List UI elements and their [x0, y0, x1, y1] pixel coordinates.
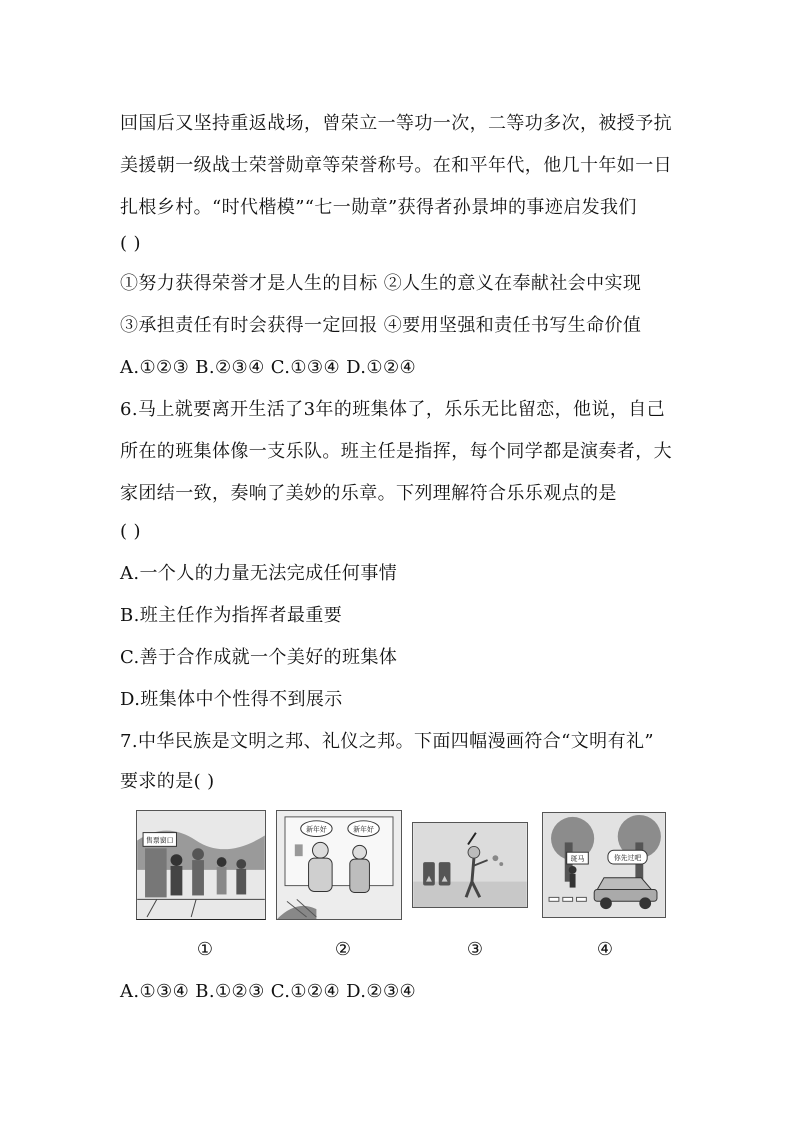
comic-3 [412, 822, 528, 908]
comic-3-illustration [413, 823, 527, 907]
q5-statements-2: ③承担责任有时会获得一定回报 ④要用坚强和责任书写生命价值 [120, 315, 642, 336]
comic-label-2: ② [334, 939, 352, 960]
q6-stem-3: 家团结一致，奏响了美妙的乐章。下列理解符合乐乐观点的是 [120, 483, 617, 504]
text-line-1: 回国后又坚持重返战场，曾荣立一等功一次，二等功多次，被授予抗 [120, 113, 672, 134]
q7-stem-1: 7.中华民族是文明之邦、礼仪之邦。下面四幅漫画符合“文明有礼” [120, 731, 654, 752]
q7-options: A.①③④ B.①②③ C.①②④ D.②③④ [120, 981, 417, 1002]
comic-strip [136, 810, 670, 920]
q6-stem-1: 6.马上就要离开生活了3年的班集体了，乐乐无比留恋，他说，自己 [120, 399, 666, 420]
q7-stem-2: 要求的是( ) [120, 771, 215, 792]
comic-4 [542, 812, 666, 918]
comic-4-bubble: 你先过吧 [613, 854, 642, 863]
comic-label-3: ③ [466, 939, 484, 960]
comic-label-1: ① [196, 939, 214, 960]
comic-2-bubble-left: 新年好 [306, 825, 327, 834]
q6-option-d: D.班集体中个性得不到展示 [120, 689, 343, 710]
comic-4-illustration [543, 813, 665, 917]
answer-bracket-q6: ( ) [120, 521, 141, 542]
comic-2-illustration [277, 811, 401, 919]
text-line-3: 扎根乡村。“时代楷模”“七一勋章”获得者孙景坤的事迹启发我们 [120, 197, 637, 218]
text-line-2: 美援朝一级战士荣誉勋章等荣誉称号。在和平年代，他几十年如一日 [120, 155, 672, 176]
comic-4-sign: 斑马 [570, 855, 585, 864]
comic-2-bubble-right: 新年好 [353, 825, 374, 834]
comic-1 [136, 810, 266, 920]
q6-option-c: C.善于合作成就一个美好的班集体 [120, 647, 398, 668]
comic-1-illustration [137, 811, 265, 919]
comic-1-sign: 售票窗口 [146, 836, 174, 845]
comic-label-4: ④ [596, 939, 614, 960]
comic-2 [276, 810, 402, 920]
answer-bracket-q5: ( ) [120, 233, 141, 254]
q6-stem-2: 所在的班集体像一支乐队。班主任是指挥，每个同学都是演奏者，大 [120, 441, 672, 462]
q5-options: A.①②③ B.②③④ C.①③④ D.①②④ [120, 357, 417, 378]
q6-option-b: B.班主任作为指挥者最重要 [120, 605, 343, 626]
q5-statements-1: ①努力获得荣誉才是人生的目标 ②人生的意义在奉献社会中实现 [120, 273, 642, 294]
q6-option-a: A.一个人的力量无法完成任何事情 [120, 563, 398, 584]
